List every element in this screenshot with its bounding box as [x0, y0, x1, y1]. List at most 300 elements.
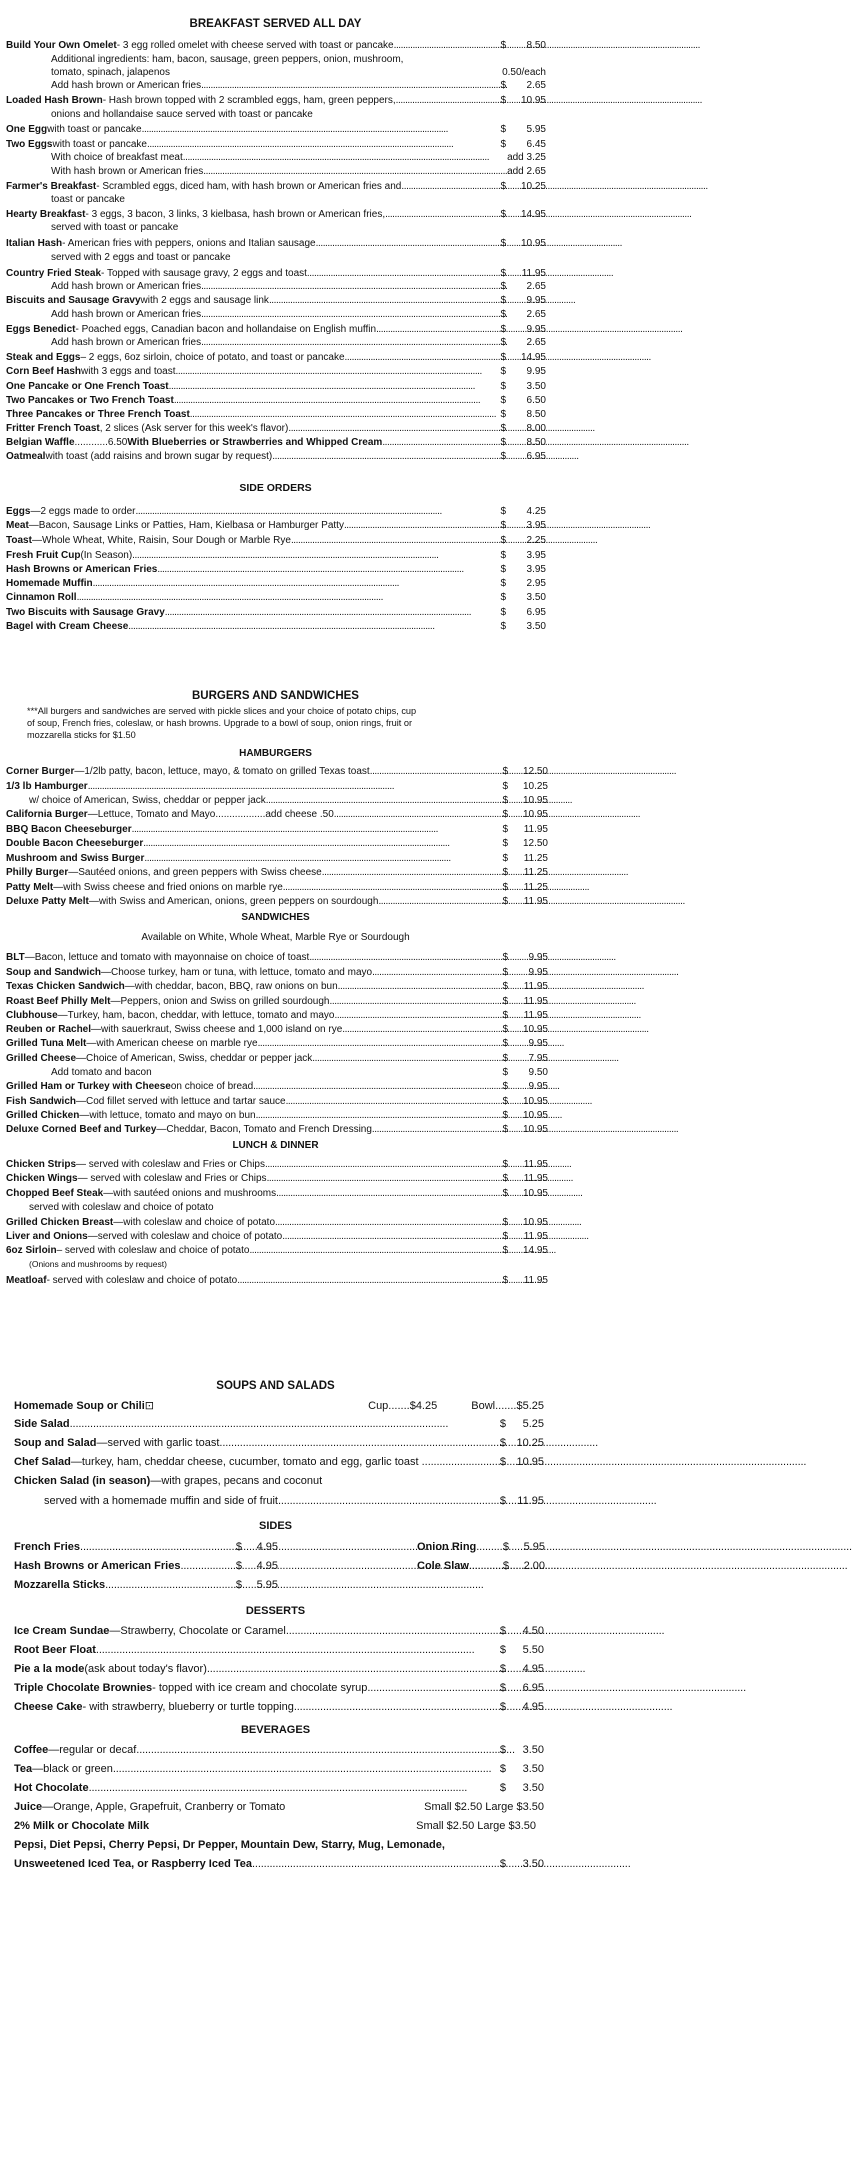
- dot-leader: [372, 1124, 501, 1135]
- dot-leader: [372, 967, 500, 978]
- currency-sign: $: [500, 80, 506, 91]
- currency-sign: $: [502, 1110, 508, 1121]
- item-name: 2% Milk or Chocolate Milk: [14, 1820, 150, 1832]
- menu-item: [6, 1010, 548, 1021]
- item-name: BLT: [6, 952, 25, 963]
- item-description: —with Swiss cheese and fried onions on marble rye: [53, 882, 283, 893]
- item-description: —Choice of American, Swiss, cheddar or pepper jack: [76, 1053, 313, 1064]
- item-name: Eggs: [6, 506, 31, 517]
- dot-leader: [96, 1644, 498, 1656]
- menu-item: [51, 80, 546, 91]
- item-description: - 3 eggs, 3 bacon, 3 links, 3 kielbasa, hash brown or American fries,: [85, 209, 386, 220]
- item-name: One Pancake or One French Toast: [6, 381, 169, 392]
- item-description: —Sautéed onions, and green peppers with Swiss cheese: [68, 867, 322, 878]
- item-price: 11.25: [523, 867, 548, 878]
- menu-item: [14, 1701, 544, 1713]
- dot-leader: [334, 1010, 500, 1021]
- item-note: served with a homemade muffin and side of fruit: [44, 1495, 278, 1507]
- menu-item: [6, 882, 548, 893]
- dot-leader: [89, 1782, 498, 1794]
- item-name: Italian Hash: [6, 238, 63, 249]
- item-price: 9.95: [526, 366, 546, 377]
- currency-sign: $: [500, 366, 506, 377]
- currency-sign: $: [502, 1067, 508, 1078]
- currency-sign: $: [500, 381, 506, 392]
- currency-sign: $: [499, 1763, 506, 1775]
- currency-sign: $: [235, 1541, 242, 1553]
- menu-item: [6, 352, 546, 363]
- currency-sign: $: [500, 621, 506, 632]
- item-name: Philly Burger: [6, 867, 69, 878]
- item-name: Chef Salad: [14, 1456, 71, 1468]
- item-description: - topped with ice cream and chocolate syrup: [152, 1682, 368, 1694]
- currency-sign: $: [502, 1124, 508, 1135]
- menu-item: [51, 166, 546, 177]
- currency-sign: $: [502, 981, 508, 992]
- item-name: Cole Slaw: [417, 1560, 469, 1572]
- menu-item: [417, 1541, 545, 1553]
- item-price: 5.50: [522, 1644, 544, 1656]
- intro-line: of soup, French fries, coleslaw, or hash browns. Upgrade to a bowl of soup, onion rings, fruit or: [27, 718, 413, 728]
- item-price: 8.50: [526, 40, 546, 51]
- item-name: Triple Chocolate Brownies: [14, 1682, 153, 1694]
- currency-sign: $: [502, 1024, 508, 1035]
- currency-sign: $: [502, 1275, 508, 1286]
- item-price: 10.95: [522, 795, 548, 806]
- currency-sign: $: [499, 1858, 506, 1870]
- item-name: Ice Cream Sundae: [14, 1625, 110, 1637]
- menu-item: [6, 238, 546, 249]
- menu-item: [51, 109, 546, 120]
- item-price: 5.25: [522, 1418, 544, 1430]
- menu-item: [14, 1437, 544, 1449]
- currency-sign: $: [502, 1053, 508, 1064]
- dot-leader: [201, 309, 498, 320]
- item-price: 10.95: [522, 1217, 548, 1228]
- item-description: —with cheddar, bacon, BBQ, raw onions on bun: [124, 981, 338, 992]
- dot-leader: [344, 520, 498, 531]
- item-price: 4.95: [256, 1541, 278, 1553]
- menu-item: [6, 1159, 548, 1170]
- item-name: Roast Beef Philly Melt: [6, 996, 111, 1007]
- currency-sign: $: [500, 181, 506, 192]
- item-description: —Lettuce, Tomato and Mayo..................add cheese .50: [87, 809, 334, 820]
- currency-sign: $: [500, 409, 506, 420]
- dot-leader: [132, 550, 498, 561]
- item-name: Soup and Sandwich: [6, 967, 102, 978]
- item-description: with toast or pancake: [52, 139, 147, 150]
- item-description: —Strawberry, Chocolate or Caramel: [109, 1625, 286, 1637]
- item-price: 2.00: [523, 1560, 545, 1572]
- item-name: Unsweetened Iced Tea, or Raspberry Iced Tea: [14, 1858, 253, 1870]
- item-description: – 2 eggs, 6oz sirloin, choice of potato, and toast or pancake: [80, 352, 345, 363]
- dot-leader: [278, 1495, 498, 1507]
- menu-item: [6, 40, 546, 51]
- item-name: With Blueberries or Strawberries and Whipped Cream: [127, 437, 383, 448]
- menu-item: [6, 209, 546, 220]
- item-note: Add hash brown or American fries: [51, 80, 202, 91]
- item-description: with toast or pancake: [47, 124, 142, 135]
- currency-sign: $: [499, 1682, 506, 1694]
- item-name: Deluxe Corned Beef and Turkey: [6, 1124, 157, 1135]
- dot-leader: [367, 1682, 498, 1694]
- item-name: 1/3 lb Hamburger: [6, 781, 88, 792]
- item-price: 6.45: [526, 139, 546, 150]
- item-description: - Poached eggs, Canadian bacon and hollandaise on English muffin: [75, 324, 377, 335]
- item-price: 11.95: [523, 824, 548, 835]
- item-description: – served with coleslaw and choice of potato: [56, 1245, 250, 1256]
- currency-sign: $: [502, 1038, 508, 1049]
- item-price: 5.95: [523, 1541, 545, 1553]
- item-price: 7.95: [528, 1053, 548, 1064]
- currency-sign: $: [502, 1188, 508, 1199]
- currency-sign: $: [502, 809, 508, 820]
- menu-item: [6, 853, 548, 864]
- menu-item: [6, 409, 546, 420]
- currency-sign: $: [502, 781, 508, 792]
- item-price: 8.50: [526, 437, 546, 448]
- menu-item: [6, 1024, 548, 1035]
- item-description: —with sauerkraut, Swiss cheese and 1,000 island on rye: [91, 1024, 343, 1035]
- menu-item: [6, 564, 546, 575]
- item-price: 12.50: [522, 838, 548, 849]
- menu-item: [14, 1820, 544, 1832]
- item-name: Grilled Cheese: [6, 1053, 77, 1064]
- item-description: —Peppers, onion and Swiss on grilled sourdough: [110, 996, 330, 1007]
- dot-leader: [428, 1456, 498, 1468]
- currency-sign: $: [500, 395, 506, 406]
- dot-leader: [370, 766, 501, 777]
- item-note: Add hash brown or American fries: [51, 281, 202, 292]
- currency-sign: $: [502, 967, 508, 978]
- currency-sign: $: [500, 139, 506, 150]
- menu-item: [6, 952, 548, 963]
- currency-sign: $: [499, 1418, 506, 1430]
- currency-sign: $: [502, 1010, 508, 1021]
- currency-sign: $: [235, 1560, 242, 1572]
- menu-item: [6, 1124, 548, 1135]
- menu-item: [6, 809, 548, 820]
- item-name: Hot Chocolate: [14, 1782, 89, 1794]
- menu-item: [6, 506, 546, 517]
- currency-sign: $: [500, 281, 506, 292]
- currency-sign: $: [500, 295, 506, 306]
- currency-sign: $: [502, 1560, 509, 1572]
- item-name: Three Pancakes or Three French Toast: [6, 409, 190, 420]
- item-name: Grilled Tuna Melt: [6, 1038, 87, 1049]
- currency-sign: $: [502, 1096, 508, 1107]
- item-price: 10.95: [520, 95, 546, 106]
- currency-sign: $: [500, 535, 506, 546]
- item-name: Chicken Wings: [6, 1173, 78, 1184]
- dot-leader: [286, 1096, 501, 1107]
- item-price: 10.95: [522, 1096, 548, 1107]
- item-price: 11.95: [523, 1231, 548, 1242]
- item-description: —served with coleslaw and choice of potato: [87, 1231, 283, 1242]
- currency-sign: $: [500, 506, 506, 517]
- section-heading: BREAKFAST SERVED ALL DAY: [189, 18, 362, 30]
- currency-sign: $: [502, 766, 508, 777]
- dot-leader: [401, 181, 498, 192]
- section-heading: SANDWICHES: [241, 912, 310, 923]
- currency-sign: $: [502, 1231, 508, 1242]
- item-price: 10.95: [520, 238, 546, 249]
- item-description: —Turkey, ham, bacon, cheddar, with lettuce, tomato and mayo: [57, 1010, 335, 1021]
- item-name: BBQ Bacon Cheeseburger: [6, 824, 132, 835]
- dot-leader: [396, 95, 499, 106]
- item-price: 3.50: [522, 1744, 544, 1756]
- menu-item: [14, 1456, 544, 1468]
- cup-price: Cup.......$4.25: [368, 1400, 438, 1412]
- item-price: 11.95: [523, 1010, 548, 1021]
- item-price: add 2.65: [507, 166, 546, 177]
- currency-sign: $: [502, 867, 508, 878]
- menu-item: [14, 1663, 544, 1675]
- item-price: 10.95: [522, 809, 548, 820]
- item-note: w/ choice of American, Swiss, cheddar or pepper jack: [29, 795, 266, 806]
- item-description: - Topped with sausage gravy, 2 eggs and toast: [101, 268, 307, 279]
- dot-leader: [345, 352, 499, 363]
- item-name: One Egg: [6, 124, 48, 135]
- menu-item: [14, 1560, 278, 1572]
- item-description: with 3 eggs and toast: [81, 366, 176, 377]
- menu-item: [14, 1801, 544, 1813]
- item-price: 4.95: [522, 1701, 544, 1713]
- currency-sign: $: [502, 838, 508, 849]
- dot-leader: [266, 795, 501, 806]
- dot-leader: [136, 506, 499, 517]
- item-price: 10.95: [522, 1188, 548, 1199]
- menu-item: [51, 67, 546, 78]
- item-description: —Whole Wheat, White, Raisin, Sour Dough or Marble Rye: [31, 535, 291, 546]
- section-heading: SOUPS AND SALADS: [216, 1380, 335, 1392]
- currency-sign: $: [500, 337, 506, 348]
- item-description: — served with coleslaw and Fries or Chips: [76, 1159, 265, 1170]
- menu-item: [51, 252, 546, 263]
- menu-item: [14, 1644, 544, 1656]
- item-price: 9.95: [526, 324, 546, 335]
- item-description: —regular or decaf: [48, 1744, 137, 1756]
- menu-item: [14, 1858, 544, 1870]
- item-price: 3.50: [526, 592, 546, 603]
- item-price: 3.50: [522, 1763, 544, 1775]
- menu-item: [6, 381, 546, 392]
- item-name: Texas Chicken Sandwich: [6, 981, 125, 992]
- item-price: 12.50: [522, 766, 548, 777]
- dot-leader: [203, 166, 507, 177]
- item-price: 3.95: [526, 550, 546, 561]
- menu-item: [6, 824, 548, 835]
- section-heading: BURGERS AND SANDWICHES: [192, 690, 359, 702]
- menu-item: [51, 1067, 548, 1078]
- item-price: 2.25: [526, 535, 546, 546]
- menu-item: [6, 1038, 548, 1049]
- menu-item: [14, 1682, 544, 1694]
- soup-chili-glyph: ⊡: [144, 1400, 155, 1412]
- dot-leader: [394, 40, 499, 51]
- menu-item: [29, 1202, 548, 1213]
- menu-item: [6, 366, 546, 377]
- dot-leader: [282, 1231, 500, 1242]
- item-name: Meat: [6, 520, 29, 531]
- dot-leader: [276, 1188, 500, 1199]
- item-price: 3.50: [526, 381, 546, 392]
- dot-leader: [237, 1275, 500, 1286]
- dot-leader: [201, 281, 498, 292]
- dot-leader: [143, 838, 500, 849]
- item-description: —with grapes, pecans and coconut: [150, 1475, 323, 1487]
- dot-leader: [322, 867, 501, 878]
- dot-leader: [338, 981, 501, 992]
- section-heading: SIDE ORDERS: [239, 482, 312, 494]
- item-name: Corner Burger: [6, 766, 75, 777]
- dot-leader: [382, 437, 498, 448]
- currency-sign: $: [502, 1541, 509, 1553]
- item-name: Toast: [6, 535, 32, 546]
- menu-item: [6, 981, 548, 992]
- item-description: —with sautéed onions and mushrooms: [103, 1188, 277, 1199]
- currency-sign: $: [502, 1245, 508, 1256]
- intro-line: mozzarella sticks for $1.50: [27, 730, 136, 740]
- item-price: 11.95: [523, 896, 548, 907]
- item-price: 2.65: [526, 281, 546, 292]
- item-description: —with coleslaw and choice of potato: [113, 1217, 276, 1228]
- currency-sign: $: [499, 1744, 506, 1756]
- item-description: —turkey, ham, cheddar cheese, cucumber, tomato and egg, garlic toast ..: [70, 1456, 428, 1468]
- item-price: 9.95: [528, 1038, 548, 1049]
- item-name: Cinnamon Roll: [6, 592, 77, 603]
- item-description: —with American cheese on marble rye: [86, 1038, 258, 1049]
- item-name: Steak and Eggs: [6, 352, 81, 363]
- item-name: Tea: [14, 1763, 33, 1775]
- menu-item: [6, 896, 548, 907]
- dot-leader: [256, 1110, 501, 1121]
- item-name: California Burger: [6, 809, 88, 820]
- item-name: Loaded Hash Brown: [6, 95, 103, 106]
- item-description: — served with coleslaw and Fries or Chips: [77, 1173, 267, 1184]
- currency-sign: $: [502, 1159, 508, 1170]
- dot-leader: [144, 853, 500, 864]
- item-name: 6oz Sirloin: [6, 1245, 57, 1256]
- item-name: French Fries: [14, 1541, 81, 1553]
- dot-leader: [249, 1245, 500, 1256]
- dot-leader: [190, 409, 499, 420]
- item-price: 3.50: [522, 1858, 544, 1870]
- item-description: on choice of bread: [170, 1081, 254, 1092]
- menu-item: [6, 124, 546, 135]
- currency-sign: $: [502, 952, 508, 963]
- dot-leader: [147, 139, 498, 150]
- dot-leader: [207, 1663, 498, 1675]
- currency-sign: $: [502, 824, 508, 835]
- dot-leader: [312, 1053, 500, 1064]
- menu-item: [14, 1744, 544, 1756]
- menu-item: [6, 578, 546, 589]
- dot-leader: [165, 607, 499, 618]
- dot-leader: [136, 1744, 498, 1756]
- dot-leader: [272, 451, 498, 462]
- dot-leader: [142, 124, 499, 135]
- item-price: 11.95: [523, 1275, 548, 1286]
- menu-item: [6, 1096, 548, 1107]
- menu-item: [6, 520, 546, 531]
- item-price: 14.95: [520, 352, 546, 363]
- menu-item: [14, 1625, 544, 1637]
- item-name: Onion Ring: [417, 1541, 477, 1553]
- size-prices: Small $2.50 Large $3.50: [424, 1801, 544, 1813]
- menu-item: [14, 1418, 544, 1430]
- menu-item: [51, 337, 546, 348]
- dot-leader: [309, 952, 500, 963]
- item-price: 14.95: [520, 209, 546, 220]
- item-name: Double Bacon Cheeseburger: [6, 838, 144, 849]
- menu-item: [51, 222, 546, 233]
- dot-leader: [88, 781, 501, 792]
- item-price: 6.50: [526, 395, 546, 406]
- currency-sign: $: [500, 352, 506, 363]
- dot-leader: [183, 152, 507, 163]
- menu-item: [6, 996, 548, 1007]
- dot-leader: [128, 621, 498, 632]
- item-price: add 3.25: [507, 152, 546, 163]
- currency-sign: $: [499, 1644, 506, 1656]
- item-name: Chopped Beef Steak: [6, 1188, 104, 1199]
- item-description: —Choose turkey, ham or tuna, with lettuce, tomato and mayo: [101, 967, 373, 978]
- currency-sign: $: [500, 95, 506, 106]
- dot-leader: [80, 1541, 234, 1553]
- menu-item: [6, 781, 548, 792]
- item-price: 11.95: [523, 1159, 548, 1170]
- item-description: —1/2lb patty, bacon, lettuce, mayo, & tomato on grilled Texas toast: [74, 766, 370, 777]
- item-name: Grilled Chicken: [6, 1110, 80, 1121]
- item-price: 9.50: [528, 1067, 548, 1078]
- dot-leader: [132, 824, 501, 835]
- item-price: 11.25: [523, 882, 548, 893]
- menu-item: [51, 309, 546, 320]
- item-name: Belgian Waffle: [6, 437, 75, 448]
- menu-item: [14, 1579, 278, 1591]
- item-description: —Orange, Apple, Grapefruit, Cranberry or Tomato: [42, 1801, 286, 1813]
- menu-item: [44, 1495, 544, 1507]
- dot-leader: [342, 1024, 500, 1035]
- currency-sign: $: [500, 324, 506, 335]
- dot-leader: [288, 423, 498, 434]
- currency-sign: $: [502, 1217, 508, 1228]
- sandwich-bread-note: Available on White, Whole Wheat, Marble Rye or Sourdough: [141, 932, 410, 943]
- currency-sign: $: [500, 451, 506, 462]
- intro-line: ***All burgers and sandwiches are served with pickle slices and your choice of potato chips, cup: [27, 706, 417, 716]
- item-description: —served with garlic toast: [96, 1437, 220, 1449]
- dot-leader: [376, 324, 498, 335]
- dot-leader: [157, 564, 498, 575]
- dot-leader: [253, 1081, 500, 1092]
- item-name: Mozzarella Sticks: [14, 1579, 106, 1591]
- menu-item: [29, 1259, 548, 1269]
- size-prices: Small $2.50 Large $3.50: [416, 1820, 536, 1832]
- item-name: Grilled Chicken Breast: [6, 1217, 114, 1228]
- item-price: 6.95: [526, 451, 546, 462]
- section-heading: HAMBURGERS: [239, 748, 312, 759]
- item-description: —Cheddar, Bacon, Tomato and French Dressing: [156, 1124, 372, 1135]
- menu-item: [51, 54, 546, 65]
- dot-leader: [258, 1038, 501, 1049]
- dot-leader: [275, 1217, 500, 1228]
- dot-leader: [330, 996, 501, 1007]
- section-heading: DESSERTS: [245, 1605, 306, 1617]
- menu-item: [6, 1217, 548, 1228]
- dot-leader: [201, 337, 498, 348]
- item-price: 8.50: [526, 409, 546, 420]
